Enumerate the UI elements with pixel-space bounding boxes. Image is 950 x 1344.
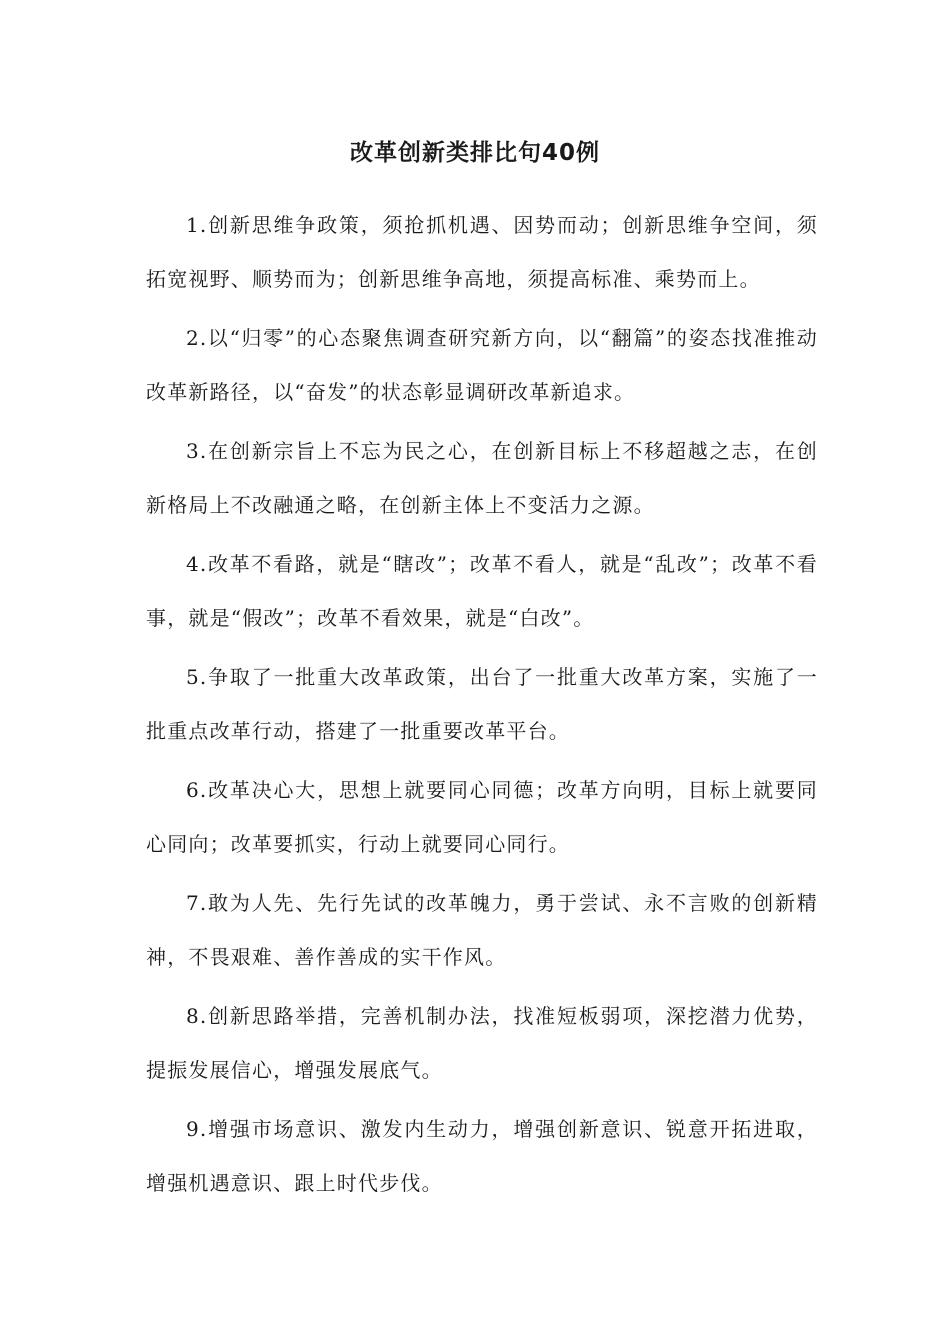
document-title: 改革创新类排比句40例 (349, 140, 600, 166)
paragraph-8: 8.创新思路举措，完善机制办法，找准短板弱项，深挖潜力优势，提振发展信心，增强发展底气。 (146, 1004, 818, 1082)
paragraph-9: 9.增强市场意识、激发内生动力，增强创新意识、锐意开拓进取，增强机遇意识、跟上时代步伐。 (146, 1117, 818, 1195)
paragraph-2: 2.以“归零”的心态聚焦调查研究新方向，以“翻篇”的姿态找准推动改革新路径，以“奋发”的状态彰显调研改革新追求。 (146, 326, 818, 404)
paragraph-3: 3.在创新宗旨上不忘为民之心，在创新目标上不移超越之志，在创新格局上不改融通之略，在创新主体上不变活力之源。 (146, 439, 818, 517)
paragraph-5: 5.争取了一批重大改革政策，出台了一批重大改革方案，实施了一批重点改革行动，搭建了一批重要改革平台。 (146, 665, 818, 743)
paragraph-4: 4.改革不看路，就是“瞎改”；改革不看人，就是“乱改”；改革不看事，就是“假改”；改革不看效果，就是“白改”。 (146, 552, 818, 630)
document-body (146, 198, 818, 1215)
paragraph-1: 1.创新思维争政策，须抢抓机遇、因势而动；创新思维争空间，须拓宽视野、顺势而为；创新思维争高地，须提高标准、乘势而上。 (146, 213, 818, 291)
paragraph-7: 7.敢为人先、先行先试的改革魄力，勇于尝试、永不言败的创新精神，不畏艰难、善作善成的实干作风。 (146, 891, 818, 969)
paragraph-6: 6.改革决心大，思想上就要同心同德；改革方向明，目标上就要同心同向；改革要抓实，行动上就要同心同行。 (146, 778, 818, 856)
